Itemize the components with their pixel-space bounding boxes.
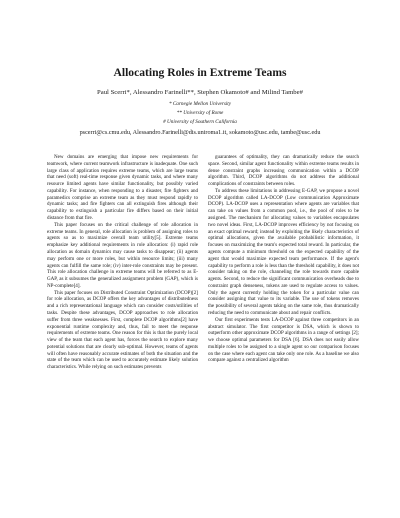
body-paragraph: To address these limitations in addressing E-GAP, we propose a novel DCOP algorithm called LA-DCOP (Low communication Approximate DCOP). LA-DCOP uses a representation where agents are variables that can take on values from a common pool, i.e., the pool of roles to be assigned. The mechanism for allocating values to variables encapsulates two novel ideas. First, LA-DCOP improves efficiency by not focusing on an exact optimal reward; instead by exploiting the likely characteristics of optimal allocations, given the available probabilistic information, it focuses on maximizing the team's expected total reward. In particular, the agents compute a minimum threshold on the expected capability of the agent that would maximize expected team performance. If the agent's capability to perform a role is less than the threshold capability, it does not consider taking on the role, channeling the role towards more capable agents. Second, to reduce the significant communication overheads due to constraint graph denseness, tokens are used to regulate access to values. Only the agent currently holding the token for a particular value can consider assigning that value to its variable. The use of tokens removes the possibility of several agents taking on the same role, thus dramatically reducing the need to communicate about and repair conflicts. <box>208 187 359 316</box>
affiliation-usc: # University of Southern California <box>163 119 237 125</box>
author-emails: pscerri@cs.cmu.edu, Alessandro.Farinelli@dis.uniroma1.it, sokamoto@usc.edu, tambe@usc.edu <box>79 129 321 136</box>
body-paragraph: guarantees of optimality, they can dramatically reduce the search space. Second, similar agent functionality within extreme teams results in dense constraint graphs increasing communication within a DCOP algorithm. Third, DCOP algorithms do not address the additional complications of constraints between roles. <box>208 154 359 188</box>
paper-title: Allocating Roles in Extreme Teams <box>113 66 287 79</box>
right-column <box>208 154 359 364</box>
body-paragraph: Our first experiments tests LA-DCOP against three competitors in an abstract simulator. The first competitor is DSA, which is shown to outperform other approximate DCOP algorithms in a range of settings [2]; we choose optimal parameters for DSA [6]. DSA does not easily allow multiple roles to be assigned to a single agent so our comparison focuses on the case where each agent can take only one role. As a baseline we also compare against a centralized algorithm <box>208 316 359 364</box>
body-paragraph: New domains are emerging that impose new requirements for teamwork, where current teamwork infrastructure is inadequate. One such large class of application requires extreme teams, which are large teams that need (soft) real-time response given dynamic tasks, and where many resource limited agents have similar functionality, but possibly varied capability. For instance, when responding to a disaster, fire fighters and paramedics comprise an extreme team as they must respond rapidly to dynamic tasks; and fire fighters can all extinguish fires although their capability to extinguish a particular fire differs based on their initial distance from that fire. <box>47 154 198 222</box>
body-paragraph: This paper focuses on Distributed Constraint Optimization (DCOP)[2] for role allocation, as DCOP offers the key advantages of distributedness and a rich representational language which can consider costs/utilities of tasks. Despite these advantages, DCOP approaches to role allocation suffer from three weaknesses. First, complete DCOP algorithms[2] have exponential runtime complexity and, thus, fail to meet the response requirements of extreme teams. One reason for this is that the purely local view of the team that each agent has, forces the search to explore many potential solutions that are clearly sub-optimal. However, teams of agents will often have reasonably accurate estimates of both the situation and the state of the team which can be used to accurately estimate likely solution characteristics. While relying on such estimates prevents <box>47 289 198 371</box>
paper-authors: Paul Scerri*, Alessandro Farinelli**, Stephen Okamoto# and Milind Tambe# <box>97 89 303 96</box>
affiliation-rome: ** University of Rome <box>176 110 224 116</box>
left-column <box>47 154 198 371</box>
affiliation-cmu: * Carnegie Mellon University <box>168 101 232 107</box>
body-paragraph: This paper focuses on the critical challenge of role allocation in extreme teams. In general, role allocation is problem of assigning roles to agents so as to maximize overall team utility[5]. Extreme teams emphasize key additional requirements in role allocation: (i) rapid role allocation as domain dynamics may cause tasks to disappear; (ii) agents may perform one or more roles, but within resource limits; (iii) many agents can fulfill the same role; (iv) inter-role constraints may be present. This role allocation challenge in extreme teams will be referred to as E-GAP, as it subsumes the generalized assignment problem (GAP), which is NP-complete[4]. <box>47 221 198 289</box>
